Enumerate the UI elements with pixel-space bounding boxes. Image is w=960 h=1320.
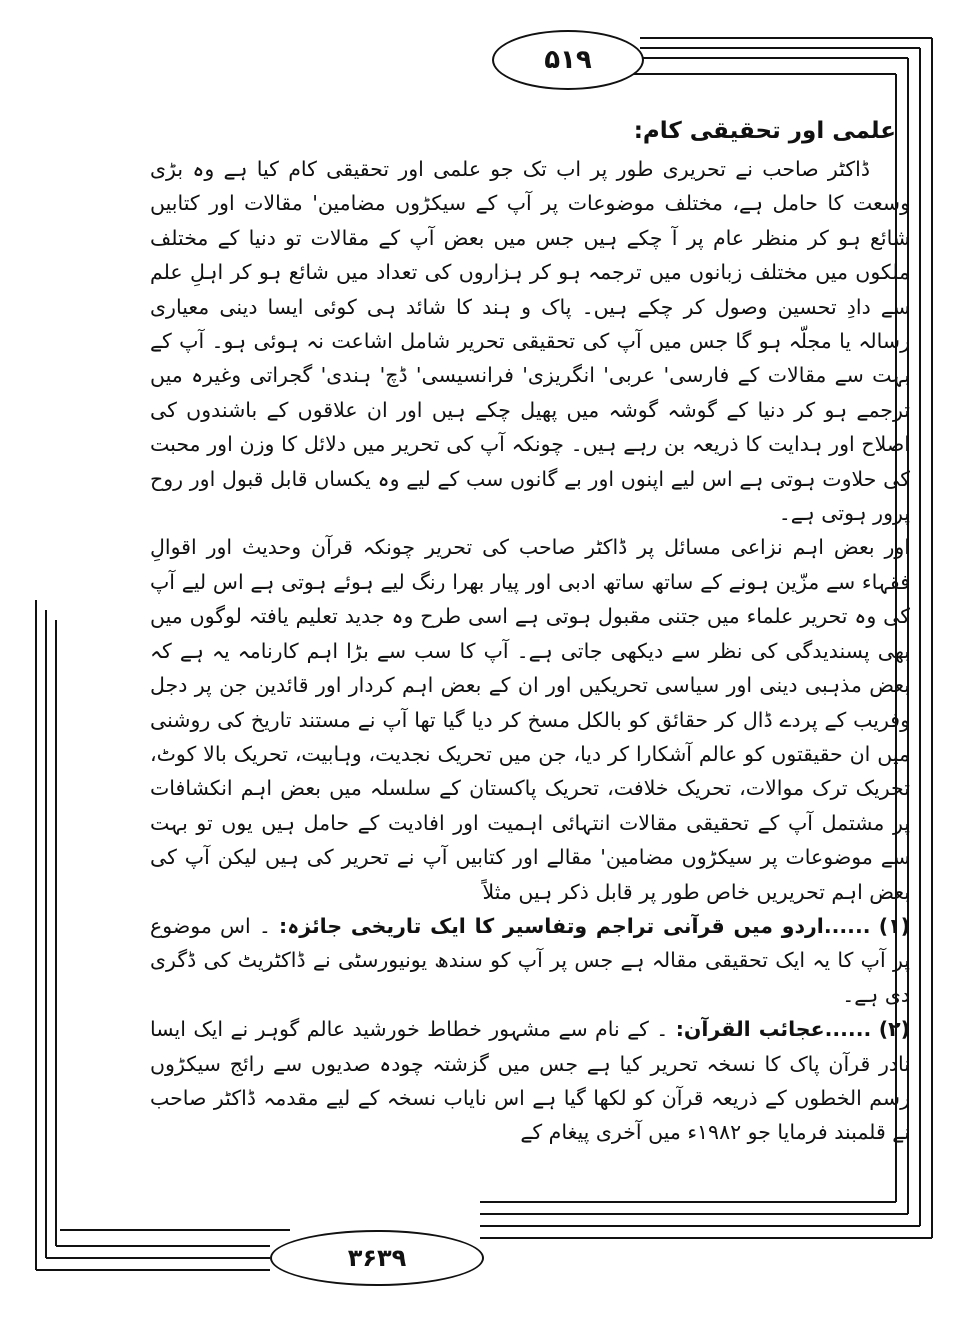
list-item-number: (۲) (878, 1017, 910, 1042)
list-item-text: ۔ اس موضوع پر آپ کا یہ ایک تحقیقی مقالہ ہے جس پر آپ کو سندھ یونیورسٹی نے ڈاکٹریٹ کی ڈگری دی ہے۔ (150, 913, 910, 1007)
list-item-text: ۔ کے نام سے مشہور خطاط خورشید عالم گوہر نے ایک ایسا نادر قرآن پاک کا نسخہ تحریر کیا ہے جس میں گزشتہ چودہ صدیوں سے رائج سیکڑوں رسم الخطوں کے ذریعہ قرآن کو لکھا گیا ہے اس نایاب نسخہ کے لیے مقدمہ ڈاکٹر صاحب نے قلمبند فرمایا جو ۱۹۸۲ء میں آخری پیغام کے (150, 1017, 910, 1145)
header-page-number: ۵۱۹ (492, 30, 644, 90)
footer-page-number: ۳۶۳۹ (270, 1230, 484, 1286)
list-item-title: ......عجائب القرآن: (675, 1017, 872, 1042)
list-item-1 (150, 909, 910, 1012)
paragraph-1: ڈاکٹر صاحب نے تحریری طور پر اب تک جو علمی اور تحقیقی کام کیا ہے وہ بڑی وسعت کا حامل ہے، مختلف موضوعات پر آپ کے سیکڑوں مضامین' مقالات اور کتابیں شائع ہو کر منظر عام پر آ چکے ہیں جس میں بعض آپ کے مقالات تو دنیا کے مختلف ملکوں میں مختلف زبانوں میں ترجمہ ہو کر ہزاروں کی تعداد میں شائع ہو کر اہلِ علم سے دادِ تحسین وصول کر چکے ہیں۔ پاک و ہند کا شائد ہی کوئی ایسا دینی معیاری رسالہ یا مجلّہ ہو گا جس میں آپ کی تحقیقی تحریر شامل اشاعت نہ ہوئی ہو۔ آپ کے بہت سے مقالات کے فارسی' عربی' انگریزی' فرانسیسی' ڈچ' ہندی' گجراتی وغیرہ میں ترجمے ہو کر دنیا کے گوشہ گوشہ میں پھیل چکے ہیں اور ان علاقوں کے باشندوں کی اصلاح اور ہدایت کا ذریعہ بن رہے ہیں۔ چونکہ آپ کی تحریر میں دلائل کا وزن اور محبت کی حلاوت ہوتی ہے اس لیے اپنوں اور بے گانوں سب کے لیے وہ یکساں قابل قبول اور روح پرور ہوتی ہے۔ (150, 157, 910, 526)
list-item-2 (150, 1012, 910, 1150)
list-item-number: (۱) (878, 913, 910, 938)
page-content (150, 110, 910, 1190)
body-text (150, 152, 910, 909)
list-item-title: ......اردو میں قرآنی تراجم وتفاسیر کا ایک تاریخی جائزہ: (279, 913, 871, 938)
paragraph-2: اور بعض اہم نزاعی مسائل پر ڈاکٹر صاحب کی تحریر چونکہ قرآن وحدیث اور اقوالِ فقہاء سے مزّین ہونے کے ساتھ ساتھ ادبی اور پیار بھرا رنگ لیے ہوئے ہوتی ہے اس لیے آپ کی وہ تحریر علماء میں جتنی مقبول ہوتی ہے اسی طرح وہ جدید تعلیم یافتہ لوگوں میں بھی پسندیدگی کی نظر سے دیکھی جاتی ہے۔ آپ کا سب سے بڑا اہم کارنامہ یہ ہے کہ بعض مذہبی دینی اور سیاسی تحریکیں اور ان کے بعض اہم کردار اور قائدین جن پر دجل وفریب کے پردے ڈال کر حقائق کو بالکل مسخ کر دیا گیا تھا آپ نے مستند تاریخ کی روشنی میں ان حقیقتوں کو عالم آشکارا کر دیا، جن میں تحریک نجدیت، وہابیت، تحریک بالا کوٹ، تحریک ترک موالات، تحریک خلافت، تحریک پاکستان کے سلسلہ میں بعض اہم انکشافات پر مشتمل آپ کے تحقیقی مقالات انتہائی اہمیت اور افادیت کے حامل ہیں یوں تو بہت سے موضوعات پر سیکڑوں مضامین' مقالے اور کتابیں آپ نے تحریر کی ہیں لیکن آپ کی بعض اہم تحریریں خاص طور پر قابل ذکر ہیں مثلاً (150, 535, 910, 904)
section-heading: علمی اور تحقیقی کام: (633, 118, 896, 144)
numbered-list (150, 909, 910, 1150)
